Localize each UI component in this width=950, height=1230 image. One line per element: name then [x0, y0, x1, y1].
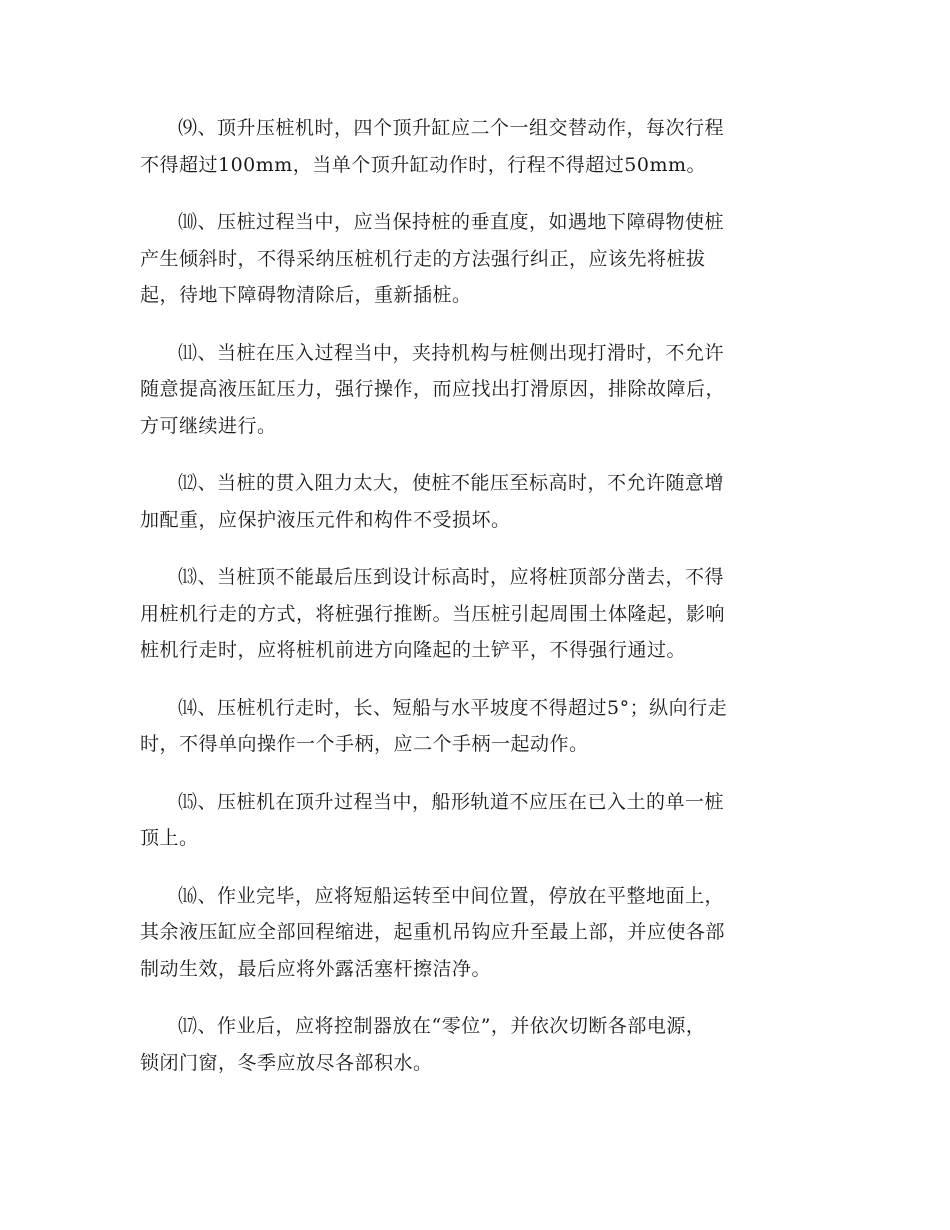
paragraph-item-15: ⒂、压桩机在顶升过程当中，船形轨道不应压在已入土的单一桩 顶上。	[140, 790, 725, 849]
paragraph-item-16: ⒃、作业完毕，应将短船运转至中间位置，停放在平整地面上， 其余液压缸应全部回程缩进，起重机吊钩应升至最上部，并应使各部 制动生效，最后应将外露活塞杆擦洁净。	[140, 884, 726, 980]
paragraph-item-10: ⑽、压桩过程当中，应当保持桩的垂直度，如遇地下障碍物使桩 产生倾斜时，不得采纳压桩机行走的方法强行纠正，应该先将桩拔 起，待地下障碍物清除后，重新插桩。	[140, 211, 725, 306]
paragraph-item-14: ⒁、压桩机行走时，长、短船与水平坡度不得超过5°；纵向行走 时，不得单向操作一个手柄，应二个手柄一起动作。	[140, 696, 728, 755]
paragraph-item-13: ⒀、当桩顶不能最后压到设计标高时，应将桩顶部分凿去，不得 用桩机行走的方式，将桩强行推断。当压桩引起周围土体隆起，影响 桩机行走时，应将桩机前进方向隆起的土铲平，不得强行通过。	[140, 566, 726, 661]
paragraph-item-9: ⑼、顶升压桩机时，四个顶升缸应二个一组交替动作，每次行程 不得超过100mm，当单个顶升缸动作时，行程不得超过50mm。	[140, 117, 725, 176]
paragraph-item-12: ⑿、当桩的贯入阻力太大，使桩不能压至标高时，不允许随意增 加配重，应保护液压元件和构件不受损坏。	[140, 472, 725, 531]
paragraph-item-11: ⑾、当桩在压入过程当中，夹持机构与桩侧出现打滑时，不允许 随意提高液压缸压力，强行操作，而应找出打滑原因，排除故障后， 方可继续进行。	[140, 341, 726, 437]
document-body	[140, 110, 820, 1102]
paragraph-item-17: ⒄、作业后，应将控制器放在“零位”，并依次切断各部电源， 锁闭门窗，冬季应放尽各部积水。	[140, 1015, 706, 1074]
